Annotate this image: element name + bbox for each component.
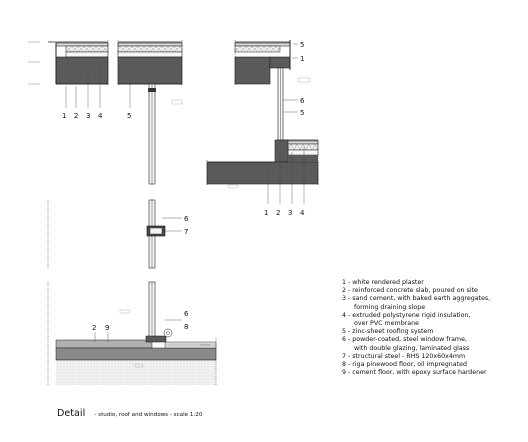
floor-right-label-4: 4 [300,209,305,217]
roof-left-label-2: 2 [74,112,79,120]
window-rhs-section [48,200,189,268]
floor-right-label-3: 3 [288,209,293,217]
floor-bottom-label-9: 9 [105,324,110,332]
concrete-slab-floor-main [207,162,318,184]
floor-bottom-section [48,282,216,385]
legend-item: 6 - powder-coated, steel window frame, [342,336,467,344]
cement-floor [56,340,152,348]
legend-item: 7 - structural steel - RHS 120x60x4mm [342,352,466,360]
zinc-under-label: 5 [127,112,132,120]
roof-left-label-4: 4 [98,112,103,120]
legend-item-continuation: forming draining slope [354,303,426,311]
legend-item: 3 - sand cement, with baked earth aggregates, [342,295,491,303]
right-mid-label-6: 6 [300,97,305,105]
floor-bottom-label-2: 2 [92,324,97,332]
legend-item: 9 - cement floor, with epoxy surface hardener [342,369,487,377]
middle-window-section [130,84,156,184]
concrete-slab-floor-right [275,140,288,162]
legend-item: 2 - reinforced concrete slab, poured on site [342,287,478,295]
insulation-roof-middle [118,46,182,52]
right-mid-label-5: 5 [300,109,305,117]
legend-item: 5 - zinc-sheet roofing system [342,328,434,336]
insulation-roof-right [235,46,280,52]
ground-fill [56,360,216,385]
floor-right-section [207,140,318,217]
zinc-roof-left [56,43,108,46]
roof-left-label-3: 3 [86,112,91,120]
legend-item-continuation: with double glazing, laminated glass [354,344,470,352]
floor-right-label-2: 2 [276,209,281,217]
legend-item: 4 - extruded polystyrene rigid insulation, [342,311,471,319]
window-mid-label-6: 6 [184,215,189,223]
screed-roof-left [66,52,108,57]
caption-title: Detail [57,408,86,419]
concrete-slab-floor-bottom [56,348,216,360]
roof-left-section [28,40,108,120]
floor-bottom-label-8: 8 [184,323,189,331]
roof-left-label-1: 1 [62,112,67,120]
insulation-floor-right [288,144,318,150]
right-top-label-1: 1 [300,55,305,63]
concrete-slab-roof-middle [118,57,182,84]
window-bottom-label-6: 6 [184,310,189,318]
drawing-caption [57,401,202,420]
concrete-slab-roof-right [235,57,270,84]
materials-legend [342,279,522,377]
legend-item-continuation: over PVC membrane [354,320,419,328]
floor-right-label-1: 1 [264,209,269,217]
roof-right-section [235,40,310,140]
insulation-roof-left [66,46,108,52]
right-top-label-5: 5 [300,41,305,49]
legend-item: 1 - white rendered plaster [342,279,424,286]
legend-item: 8 - riga pinewood floor, oil impregnated [342,361,467,369]
window-mid-label-7: 7 [184,228,189,236]
caption-subtitle: - studio, roof and windows - scale 1:20 [94,412,203,418]
